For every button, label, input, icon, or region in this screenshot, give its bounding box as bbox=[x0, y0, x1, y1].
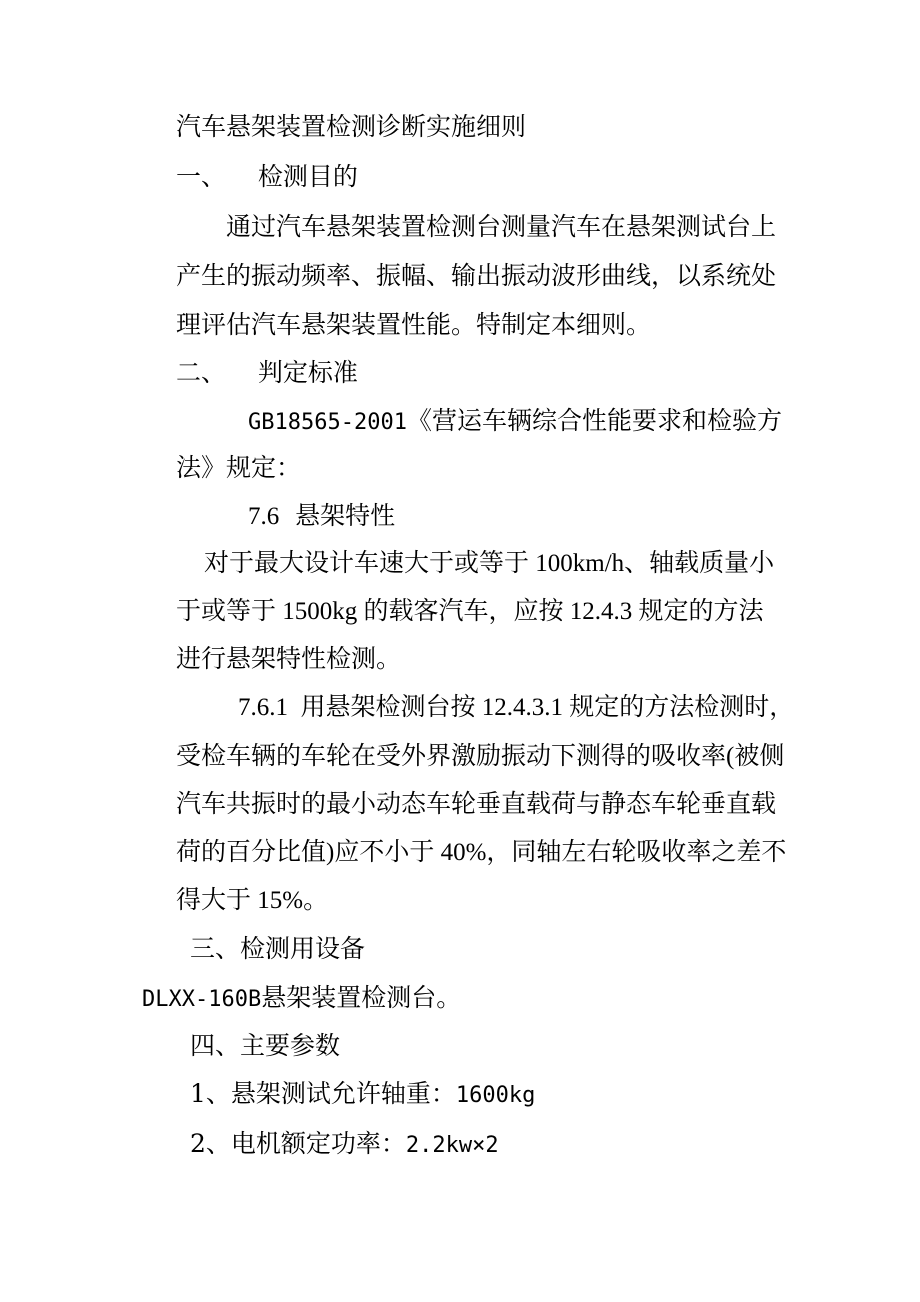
clause-7-6-1-paragraph-line: 汽车共振时的最小动态车轮垂直载荷与静态车轮垂直载 bbox=[176, 791, 777, 818]
clause-7-6-paragraph-line: 对于最大设计车速大于或等于 100km/h、轴载质量小 bbox=[204, 550, 775, 577]
clause-7-6-1-paragraph-line: 得大于 15%。 bbox=[176, 887, 329, 914]
standard-reference-continued: 法》规定： bbox=[176, 453, 302, 482]
sub-clause-number: 7.6.1 bbox=[238, 694, 288, 721]
clause-7-6-1-paragraph-line: 受检车辆的车轮在受外界激励振动下测得的吸收率(被侧 bbox=[176, 743, 785, 770]
parameter-value: 1600kg bbox=[455, 1083, 536, 1108]
standard-code: GB18565-2001 bbox=[248, 410, 407, 435]
equipment-model-code: DLXX-160B bbox=[142, 987, 262, 1012]
section-4-heading: 四、主要参数 bbox=[190, 1031, 341, 1060]
section-2-title: 判定标准 bbox=[257, 358, 358, 387]
standard-reference bbox=[248, 404, 782, 440]
section-1-number: 一、 bbox=[176, 162, 227, 191]
sub-clause-text: 用悬架检测台按 12.4.3.1 规定的方法检测时， bbox=[300, 694, 795, 721]
section-2-number: 二、 bbox=[176, 358, 227, 387]
clause-title: 悬架特性 bbox=[295, 501, 396, 530]
section-1-paragraph-line: 产生的振动频率、振幅、输出振动波形曲线，以系统处 bbox=[176, 261, 777, 290]
equipment-model-name: 悬架装置检测台。 bbox=[261, 983, 462, 1012]
parameter-label: 1、悬架测试允许轴重： bbox=[190, 1079, 456, 1108]
clause-7-6-1-paragraph-line bbox=[238, 691, 794, 725]
equipment-model bbox=[142, 981, 461, 1017]
clause-7-6-paragraph-line: 于或等于 1500kg 的载客汽车，应按 12.4.3 规定的方法 bbox=[176, 598, 764, 625]
parameter-value: 2.2kw×2 bbox=[405, 1133, 499, 1158]
section-1-paragraph-line: 通过汽车悬架装置检测台测量汽车在悬架测试台上 bbox=[226, 212, 777, 241]
clause-7-6-1-paragraph-line: 荷的百分比值)应不小于 40%，同轴左右轮吸收率之差不 bbox=[176, 839, 787, 866]
clause-number: 7.6 bbox=[248, 503, 280, 530]
parameter-item bbox=[190, 1077, 535, 1113]
clause-7-6-paragraph-line: 进行悬架特性检测。 bbox=[176, 646, 402, 673]
parameter-label: 2、电机额定功率： bbox=[190, 1129, 406, 1158]
clause-7-6-heading bbox=[248, 499, 395, 534]
section-1-heading bbox=[176, 160, 358, 194]
section-1-title: 检测目的 bbox=[257, 162, 358, 191]
standard-name: 《营运车辆综合性能要求和检验方 bbox=[406, 406, 782, 435]
document-title: 汽车悬架装置检测诊断实施细则 bbox=[176, 112, 527, 141]
section-3-heading: 三、检测用设备 bbox=[190, 934, 366, 963]
parameter-item bbox=[190, 1127, 499, 1163]
section-1-paragraph-line: 理评估汽车悬架装置性能。特制定本细则。 bbox=[176, 310, 652, 339]
section-2-heading bbox=[176, 356, 358, 390]
